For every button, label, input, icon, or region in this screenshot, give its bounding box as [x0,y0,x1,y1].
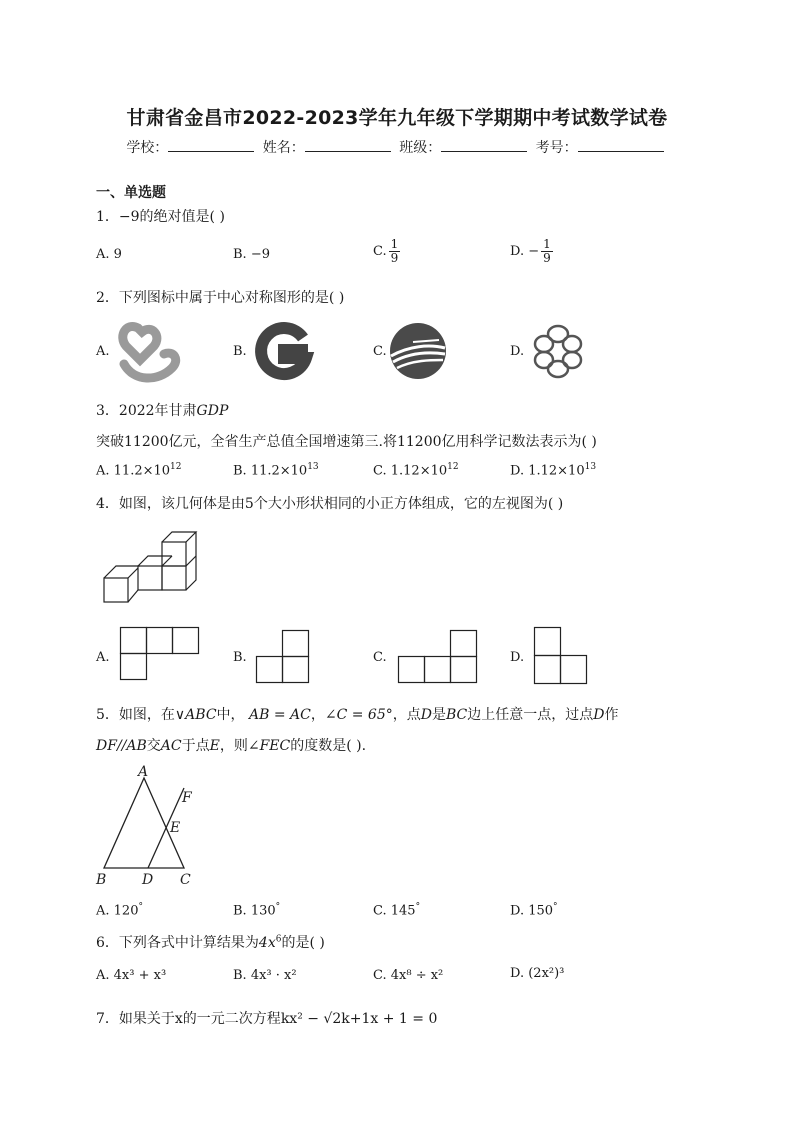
triangle-figure [92,764,202,888]
q5-a-deg: ° [138,902,143,912]
q5-t10: ，则 [219,738,248,754]
q1-option-d-prefix: D. − [510,244,540,259]
q5-option-d[interactable] [510,902,558,918]
q5-option-c[interactable] [373,902,420,918]
q4-option-a[interactable]: A. [96,650,110,665]
q5-c-text: C. 145 [373,903,416,919]
q5-d-text: D. 150 [510,903,554,919]
cube-solid-figure [102,528,202,604]
q3-a-base: A. 11.2×10 [96,463,171,479]
label-d: D [142,872,154,888]
q3-d-base: D. 1.12×10 [510,463,585,479]
class-blank[interactable] [441,139,527,152]
q1-option-c[interactable] [373,238,400,265]
q6-exp: 6 [275,934,282,945]
q3-c-base: C. 1.12×10 [373,463,448,479]
school-blank[interactable] [168,139,254,152]
q1-option-c-prefix: C. [373,244,387,259]
q5-t2: 中， [216,707,245,723]
q3-c-exp: 12 [447,462,459,472]
g-logo-icon [256,324,310,380]
q5-t7: 作 [604,707,619,723]
q1-option-d[interactable] [510,238,553,265]
q1-c-denominator: 9 [390,251,399,265]
q5-option-a[interactable] [96,902,143,918]
q3-option-a[interactable] [96,462,182,478]
q2-option-c[interactable]: C. [373,344,387,359]
q5-c-deg: ° [415,902,421,912]
q1-c-numerator: 1 [390,237,399,251]
q5-t9: 于点 [181,738,210,754]
q6-stem [96,932,325,952]
q5-point-d: D [420,707,432,723]
q1-stem: 1．−9的绝对值是( ) [96,209,225,225]
q5-df: DF//AB [96,738,147,754]
q1-d-denominator: 9 [543,251,551,265]
q1-option-a[interactable]: A. 9 [96,247,122,262]
q3-b-exp: 13 [307,462,319,472]
label-e: E [170,820,181,836]
q2-option-b[interactable]: B. [233,344,247,359]
q6-t2: 的是( ) [281,935,325,951]
q5-triangle: ∨ABC [174,707,217,723]
q5-point-e: E [209,738,220,754]
label-f: F [182,790,192,806]
q5-d-deg: ° [553,902,558,912]
heart-s-logo-icon [118,320,182,382]
q5-t11: 的度数是( ). [290,738,367,754]
class-label: 班级： [399,140,442,156]
label-b: B [96,872,107,888]
q1-d-numerator: 1 [543,237,551,251]
q5-ac: AC [160,738,182,754]
q3-option-d[interactable] [510,462,596,478]
q5-eq2: ∠C = 65° [324,707,393,723]
q3-d-exp: 13 [584,462,597,472]
q5-angle: ∠FEC [247,738,291,754]
q2-option-d[interactable]: D. [510,344,525,359]
q1-option-b[interactable]: B. −9 [233,247,270,262]
label-c: C [180,872,191,888]
q4-option-b[interactable]: B. [233,650,247,665]
q7-t1: 7．如果关于x的一元二次方程 [96,1011,281,1027]
q5-eq1: AB = AC [249,707,311,723]
q3-stem-line1 [96,400,228,420]
q5-t8: 交 [146,738,161,754]
q5-t6: 边上任意一点，过点 [467,707,594,723]
q4-option-c-view [398,630,478,684]
q5-point-d2: D [593,707,605,723]
q6-option-b[interactable]: B. 4x³ · x² [233,968,297,983]
q3-b-base: B. 11.2×10 [233,463,308,479]
q5-a-text: A. 120 [96,903,139,919]
q5-t5: 是 [431,707,446,723]
q4-option-b-view [256,630,310,684]
q5-option-b[interactable] [233,902,280,918]
exam-no-blank[interactable] [578,139,664,152]
label-a: A [138,764,149,780]
school-label: 学校： [126,140,169,156]
name-label: 姓名： [262,140,305,156]
q4-option-a-view [120,627,200,681]
q2-option-a[interactable]: A. [96,344,110,359]
student-info [0,137,794,157]
q3-gdp: GDP [196,403,229,419]
q5-t1: 5．如图，在 [96,707,175,723]
q6-option-d[interactable]: D. (2x²)³ [510,966,565,981]
q4-option-d-view [534,627,590,687]
section-heading: 一、单选题 [96,185,166,201]
q6-expr: 4x [258,935,276,951]
q3-a-exp: 12 [170,462,182,472]
q5-bc: BC [445,707,468,723]
q2-stem: 2．下列图标中属于中心对称图形的是( ) [96,290,345,306]
q6-option-a[interactable]: A. 4x³ + x³ [96,968,167,983]
interlocking-rings-logo-icon [530,322,586,380]
q1-option-c-fraction [389,238,401,265]
q1-option-d-fraction [541,238,553,265]
q5-b-text: B. 130 [233,903,276,919]
q7-stem [96,1008,437,1028]
q3-option-b[interactable] [233,462,319,478]
q4-option-d[interactable]: D. [510,650,525,665]
q3-stem-text: 3．2022年甘肃 [96,403,197,419]
q6-option-c[interactable]: C. 4x⁸ ÷ x² [373,968,444,983]
road-circle-logo-icon [389,322,447,380]
q5-b-deg: ° [275,902,281,912]
q3-option-c[interactable] [373,462,459,478]
name-blank[interactable] [305,139,391,152]
q5-t4: ，点 [392,707,421,723]
q4-stem: 4．如图，该几何体是由5个大小形状相同的小正方体组成，它的左视图为( ) [96,496,564,512]
q6-t1: 6．下列各式中计算结果为 [96,935,259,951]
q7-expr: kx² − √2k+1x + 1 = 0 [280,1011,438,1027]
q5-stem-line2 [96,735,366,755]
exam-no-label: 考号： [535,140,578,156]
q4-option-c[interactable]: C. [373,650,387,665]
page-title: 甘肃省金昌市2022-2023学年九年级下学期期中考试数学试卷 [126,107,668,129]
q5-stem-line1 [96,704,618,724]
q5-t3: ， [310,707,325,723]
q3-stem-line2: 突破11200亿元，全省生产总值全国增速第三.将11200亿用科学记数法表示为( ) [96,434,597,450]
